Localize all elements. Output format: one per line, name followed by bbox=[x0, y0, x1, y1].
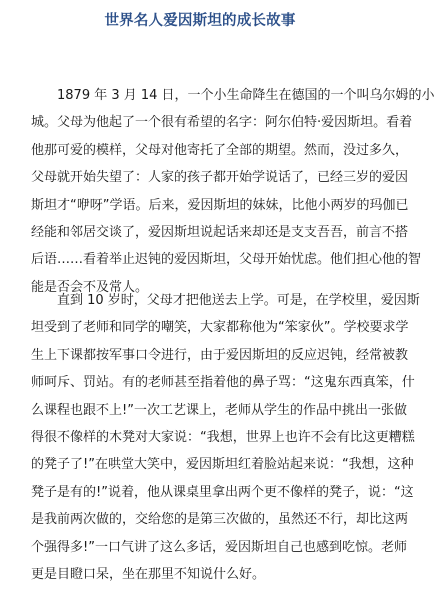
paragraph-line: 斯坦才“咿呀”学语。后来，爱因斯坦的妹妹，比他小两岁的玛伽已 bbox=[31, 197, 409, 213]
paragraph-line: 凳子是有的!”说着，他从课桌里拿出两个更不像样的凳子，说：“这 bbox=[31, 484, 414, 500]
paragraph-line: 的凳子了!”在哄堂大笑中，爱因斯坦红着脸站起来说：“我想，这种 bbox=[31, 457, 414, 473]
paragraph-line: 个强得多!”一口气讲了这么多话，爱因斯坦自己也感到吃惊。老师 bbox=[31, 539, 407, 555]
paragraph-line: 更是目瞪口呆，坐在那里不知说什么好。 bbox=[31, 566, 266, 582]
paragraph-line: 生上下课都按军事口令进行，由于爱因斯坦的反应迟钝，经常被教 bbox=[31, 347, 409, 363]
paragraph-line: 么课程也跟不上!”一次工艺课上，老师从学生的作品中挑出一张做 bbox=[31, 402, 407, 418]
paragraph-line: 直到 10 岁时，父母才把他送去上学。可是，在学校里，爱因斯 bbox=[31, 293, 420, 308]
paragraph-line: 后语……看着举止迟钝的爱因斯坦，父母开始忧虑。他们担心他的智 bbox=[31, 252, 422, 268]
paragraph-2 bbox=[31, 287, 420, 588]
paragraph-line: 能是否会不及常人。 bbox=[31, 279, 149, 295]
paragraph-line: 城。父母为他起了一个很有希望的名字：阿尔伯特·爱因斯坦。看着 bbox=[31, 115, 413, 131]
document-title: 世界名人爱因斯坦的成长故事 bbox=[104, 13, 296, 29]
paragraph-line: 坦受到了老师和同学的嘲笑，大家都称他为“笨家伙”。学校要求学 bbox=[31, 320, 409, 336]
paragraph-line: 是我前两次做的，交给您的是第三次做的，虽然还不行，却比这两 bbox=[31, 512, 409, 528]
paragraph-line: 得很不像样的木凳对大家说：“我想，世界上也许不会有比这更糟糕 bbox=[31, 429, 415, 445]
paragraph-line: 师呵斥、罚站。有的老师甚至指着他的鼻子骂：“这鬼东西真笨，什 bbox=[31, 375, 415, 391]
paragraph-line: 父母就开始失望了：人家的孩子都开始学说话了，已经三岁的爱因 bbox=[31, 170, 409, 186]
paragraph-line: 经能和邻居交谈了，爱因斯坦说起话来却还是支支吾吾，前言不搭 bbox=[31, 224, 409, 240]
paragraph-line: 1879 年 3 月 14 日，一个小生命降生在德国的一个叫乌尔姆的小 bbox=[31, 88, 435, 103]
paragraph-line: 他那可爱的模样，父母对他寄托了全部的期望。然而，没过多久， bbox=[31, 142, 409, 158]
